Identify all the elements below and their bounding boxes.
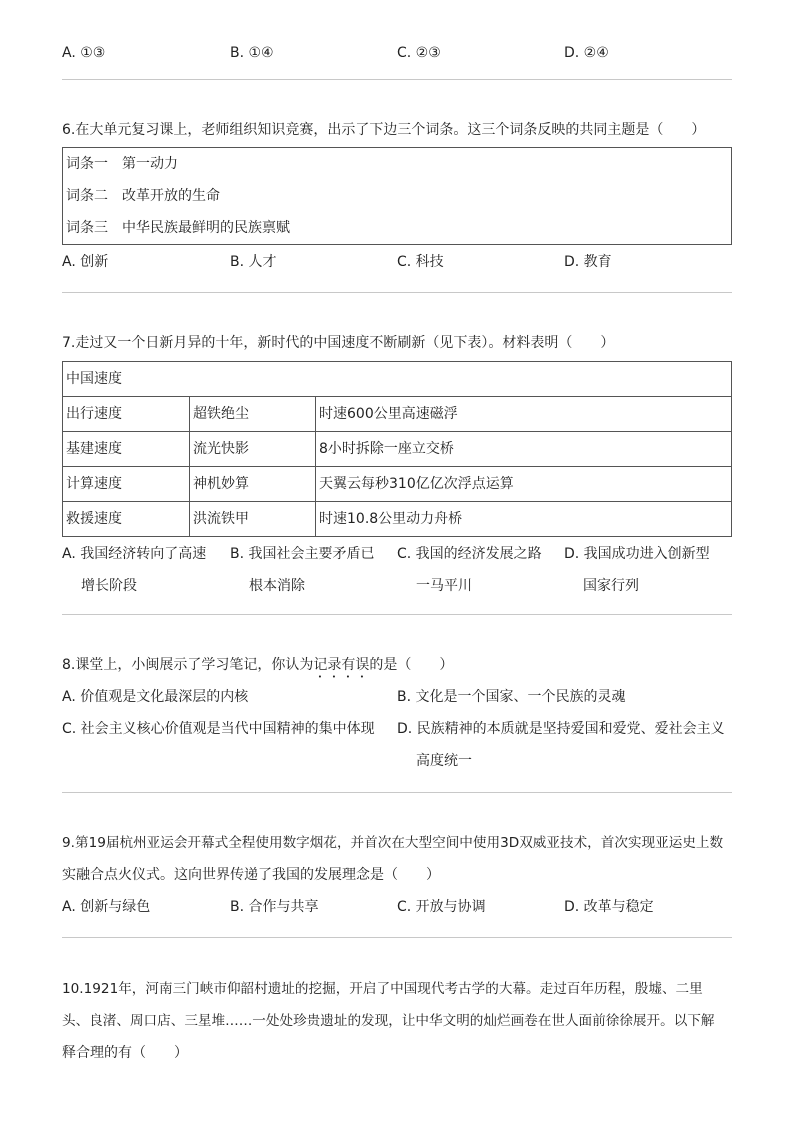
q5-option-b[interactable]: B. ①④ bbox=[230, 45, 274, 61]
q5-option-a[interactable]: A. ①③ bbox=[62, 45, 106, 61]
q8-options-row3 bbox=[62, 750, 732, 772]
q9-option-a[interactable]: A. 创新与绿色 bbox=[62, 899, 151, 915]
q6-option-d[interactable]: D. 教育 bbox=[564, 254, 612, 270]
q8-option-c[interactable]: C. 社会主义核心价值观是当代中国精神的集中体现 bbox=[62, 721, 375, 737]
divider bbox=[62, 792, 732, 793]
q7-option-a-line2: 增长阶段 bbox=[81, 578, 137, 594]
q9-option-c[interactable]: C. 开放与协调 bbox=[397, 899, 486, 915]
table-row bbox=[63, 502, 732, 537]
q9-option-d[interactable]: D. 改革与稳定 bbox=[564, 899, 654, 915]
table-cell: 流光快影 bbox=[190, 432, 316, 467]
table-cell: 计算速度 bbox=[63, 467, 190, 502]
table-cell: 洪流铁甲 bbox=[190, 502, 316, 537]
divider bbox=[62, 79, 732, 80]
q10-question-line3: 释合理的有（ ） bbox=[62, 1045, 188, 1061]
q10-question-line2: 头、良渚、周口店、三星堆……一处处珍贵遗址的发现，让中华文明的灿烂画卷在世人面前徐徐展开。以下解 bbox=[62, 1013, 715, 1029]
table-row bbox=[63, 432, 732, 467]
table-title: 中国速度 bbox=[63, 362, 732, 397]
q6-term-1: 词条一 第一动力 bbox=[66, 156, 178, 172]
q7-question: 7.走过又一个日新月异的十年，新时代的中国速度不断刷新（见下表）。材料表明（ ） bbox=[62, 335, 615, 351]
q8-question-emphasis: 记录有误 bbox=[313, 657, 370, 673]
q6-question: 6.在大单元复习课上，老师组织知识竞赛，出示了下边三个词条。这三个词条反映的共同主题是（ ） bbox=[62, 122, 706, 138]
q6-option-a[interactable]: A. 创新 bbox=[62, 254, 109, 270]
q8-options-row1 bbox=[62, 686, 732, 708]
q7-option-a-line1: A. 我国经济转向了高速 bbox=[62, 546, 207, 562]
q6-term-3: 词条三 中华民族最鲜明的民族禀赋 bbox=[66, 220, 290, 236]
q8-question-suffix: 的是（ ） bbox=[369, 657, 454, 673]
divider bbox=[62, 937, 732, 938]
divider bbox=[62, 292, 732, 293]
q6-term-2: 词条二 改革开放的生命 bbox=[66, 188, 220, 204]
q10-question-line1: 10.1921年，河南三门峡市仰韶村遗址的挖掘，开启了中国现代考古学的大幕。走过百年历程，殷墟、二里 bbox=[62, 981, 703, 997]
q5-option-d[interactable]: D. ②④ bbox=[564, 45, 609, 61]
q8-option-a[interactable]: A. 价值观是文化最深层的内核 bbox=[62, 689, 249, 705]
q9-options bbox=[62, 896, 732, 918]
table-cell: 基建速度 bbox=[63, 432, 190, 467]
q8-options-row2 bbox=[62, 718, 732, 740]
table-cell: 时速600公里高速磁浮 bbox=[316, 397, 732, 432]
q7-option-c[interactable] bbox=[397, 538, 542, 602]
q7-option-c-line2: 一马平川 bbox=[416, 578, 472, 594]
q8-option-d[interactable]: D. 民族精神的本质就是坚持爱国和爱党、爱社会主义 bbox=[397, 721, 725, 737]
table-cell: 出行速度 bbox=[63, 397, 190, 432]
q5-options bbox=[62, 42, 732, 64]
table-cell: 时速10.8公里动力舟桥 bbox=[316, 502, 732, 537]
q7-speed-table bbox=[62, 361, 732, 537]
q7-option-d[interactable] bbox=[564, 538, 710, 602]
q9-question-line1: 9.第19届杭州亚运会开幕式全程使用数字烟花，并首次在大型空间中使用3D双威亚技术，首次实现亚运史上数 bbox=[62, 835, 724, 851]
table-cell: 救援速度 bbox=[63, 502, 190, 537]
table-row bbox=[63, 397, 732, 432]
q7-option-b-line2: 根本消除 bbox=[249, 578, 305, 594]
table-cell: 8小时拆除一座立交桥 bbox=[316, 432, 732, 467]
q7-option-d-line2: 国家行列 bbox=[583, 578, 639, 594]
q8-question-prefix: 8.课堂上，小闽展示了学习笔记，你认为 bbox=[62, 657, 314, 673]
q6-options bbox=[62, 251, 732, 273]
q7-option-b-line1: B. 我国社会主要矛盾已 bbox=[230, 546, 375, 562]
table-row bbox=[63, 467, 732, 502]
q7-option-c-line1: C. 我国的经济发展之路 bbox=[397, 546, 542, 562]
q9-question-line2: 实融合点火仪式。这向世界传递了我国的发展理念是（ ） bbox=[62, 867, 440, 883]
q7-option-d-line1: D. 我国成功进入创新型 bbox=[564, 546, 710, 562]
q7-option-b[interactable] bbox=[230, 538, 375, 602]
q6-terms-box bbox=[62, 147, 732, 245]
q9-option-b[interactable]: B. 合作与共享 bbox=[230, 899, 319, 915]
table-cell: 神机妙算 bbox=[190, 467, 316, 502]
q8-option-d-continuation: 高度统一 bbox=[416, 753, 472, 769]
table-title-row bbox=[63, 362, 732, 397]
table-cell: 超铁绝尘 bbox=[190, 397, 316, 432]
table-cell: 天翼云每秒310亿亿次浮点运算 bbox=[316, 467, 732, 502]
q8-option-b[interactable]: B. 文化是一个国家、一个民族的灵魂 bbox=[397, 689, 626, 705]
q5-option-c[interactable]: C. ②③ bbox=[397, 45, 441, 61]
q7-option-a[interactable] bbox=[62, 538, 206, 602]
q6-option-b[interactable]: B. 人才 bbox=[230, 254, 277, 270]
q7-options bbox=[62, 538, 732, 602]
q6-option-c[interactable]: C. 科技 bbox=[397, 254, 444, 270]
q8-question bbox=[62, 654, 734, 681]
divider bbox=[62, 614, 732, 615]
